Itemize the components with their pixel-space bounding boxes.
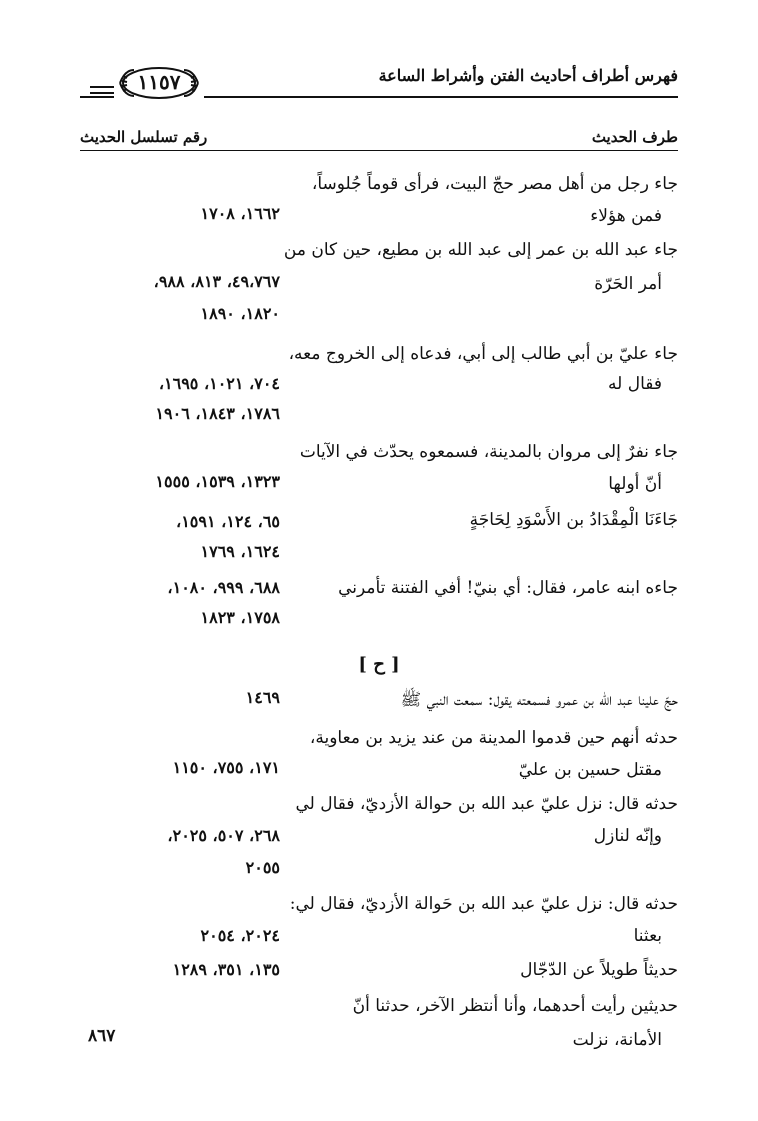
footer-page-number: ٨٦٧: [88, 1026, 116, 1046]
entry-line: أنّ أولها: [608, 474, 662, 494]
entry-numbers: ١٦٦٢، ١٧٠٨: [200, 204, 280, 223]
entry-line: حدثه أنهم حين قدموا المدينة من عند يزيد بن معاوية،: [309, 728, 678, 748]
entry-line: جاء عبد الله بن عمر إلى عبد الله بن مطيع، حين كان من: [283, 240, 678, 260]
entry-line: حديثاً طويلاً عن الدّجّال: [520, 960, 678, 980]
entry-line: وإنّه لنازل: [593, 826, 662, 846]
entry-line: جاء عليّ بن أبي طالب إلى أبي، فدعاه إلى الخروج معه،: [288, 344, 678, 364]
entry-numbers: ٦٥، ١٢٤، ١٥٩١،: [176, 512, 280, 531]
entry-numbers: ٧٠٤، ١٠٢١، ١٦٩٥،: [158, 374, 280, 393]
entry-numbers: ٦٨٨، ٩٩٩، ١٠٨٠،: [167, 578, 280, 597]
entry-numbers: ٢٦٨، ٥٠٧، ٢٠٢٥،: [167, 826, 280, 845]
entry-line: جاءه ابنه عامر، فقال: أي بنيّ! أفي الفتنة تأمرني: [338, 578, 678, 598]
entry-line: فقال له: [608, 374, 662, 394]
entry-numbers: ١٧١، ٧٥٥، ١١٥٠: [172, 758, 280, 777]
header-rule-left-top: [90, 86, 114, 88]
entry-numbers: ١٣٢٣، ١٥٣٩، ١٥٥٥: [155, 472, 280, 491]
entry-line: الأمانة، نزلت: [572, 1030, 662, 1050]
entry-numbers: ١٦٢٤، ١٧٦٩: [200, 542, 280, 561]
column-heading-divider: [80, 150, 678, 151]
entry-line: جاء رجل من أهل مصر حجّ البيت، فرأى قوماً جُلوساً،: [311, 174, 678, 194]
entry-numbers: ١٧٥٨، ١٨٢٣: [200, 608, 280, 627]
entry-line: جاء نفرٌ إلى مروان بالمدينة، فسمعوه يحدّث في الآيات: [299, 442, 678, 462]
entry-numbers: ١٧٨٦، ١٨٤٣، ١٩٠٦: [155, 404, 280, 423]
entry-numbers: ٢٠٥٥: [245, 858, 280, 877]
entry-line: فمن هؤلاء: [590, 206, 662, 226]
page-number-ornament: [114, 66, 204, 100]
entry-numbers: ٢٠٢٤، ٢٠٥٤: [200, 926, 280, 945]
entry-numbers: ١٤٦٩: [245, 688, 280, 707]
entry-line: أمر الحَرّة: [594, 274, 662, 294]
section-letter: [ ح ]: [358, 654, 400, 675]
entry-line: حديثين رأيت أحدهما، وأنا أنتظر الآخر، حدثنا أنّ: [352, 996, 678, 1016]
running-title: فهرس أطراف أحاديث الفتن وأشراط الساعة: [378, 66, 678, 85]
entry-line: مقتل حسين بن عليّ: [518, 760, 662, 780]
entry-line: جَاءَنَا الْمِقْدَادُ بن الأَسْوَدِ لِحَاجَةٍ: [469, 510, 678, 530]
entry-line: حدثه قال: نزل عليّ عبد الله بن حوالة الأزديّ، فقال لي: [295, 794, 678, 814]
header-rule-left-bottom: [90, 92, 114, 94]
entry-numbers: ٤٩،٧٦٧، ٨١٣، ٩٨٨،: [153, 272, 280, 291]
entry-line: حجّ علينا عبد الله بن عمرو فسمعته يقول: سمعت النبي ﷺ: [400, 690, 678, 710]
entry-line: حدثه قال: نزل عليّ عبد الله بن حَوالة الأزديّ، فقال لي:: [289, 894, 678, 914]
entry-numbers: ١٨٢٠، ١٨٩٠: [200, 304, 280, 323]
entry-numbers: ١٣٥، ٣٥١، ١٢٨٩: [172, 960, 280, 979]
column-heading-serial: رقم تسلسل الحديث: [80, 128, 208, 146]
column-heading-hadith: طرف الحديث: [591, 128, 678, 146]
entry-line: بعثنا: [633, 926, 662, 946]
page-number: ١١٥٧: [137, 70, 181, 94]
